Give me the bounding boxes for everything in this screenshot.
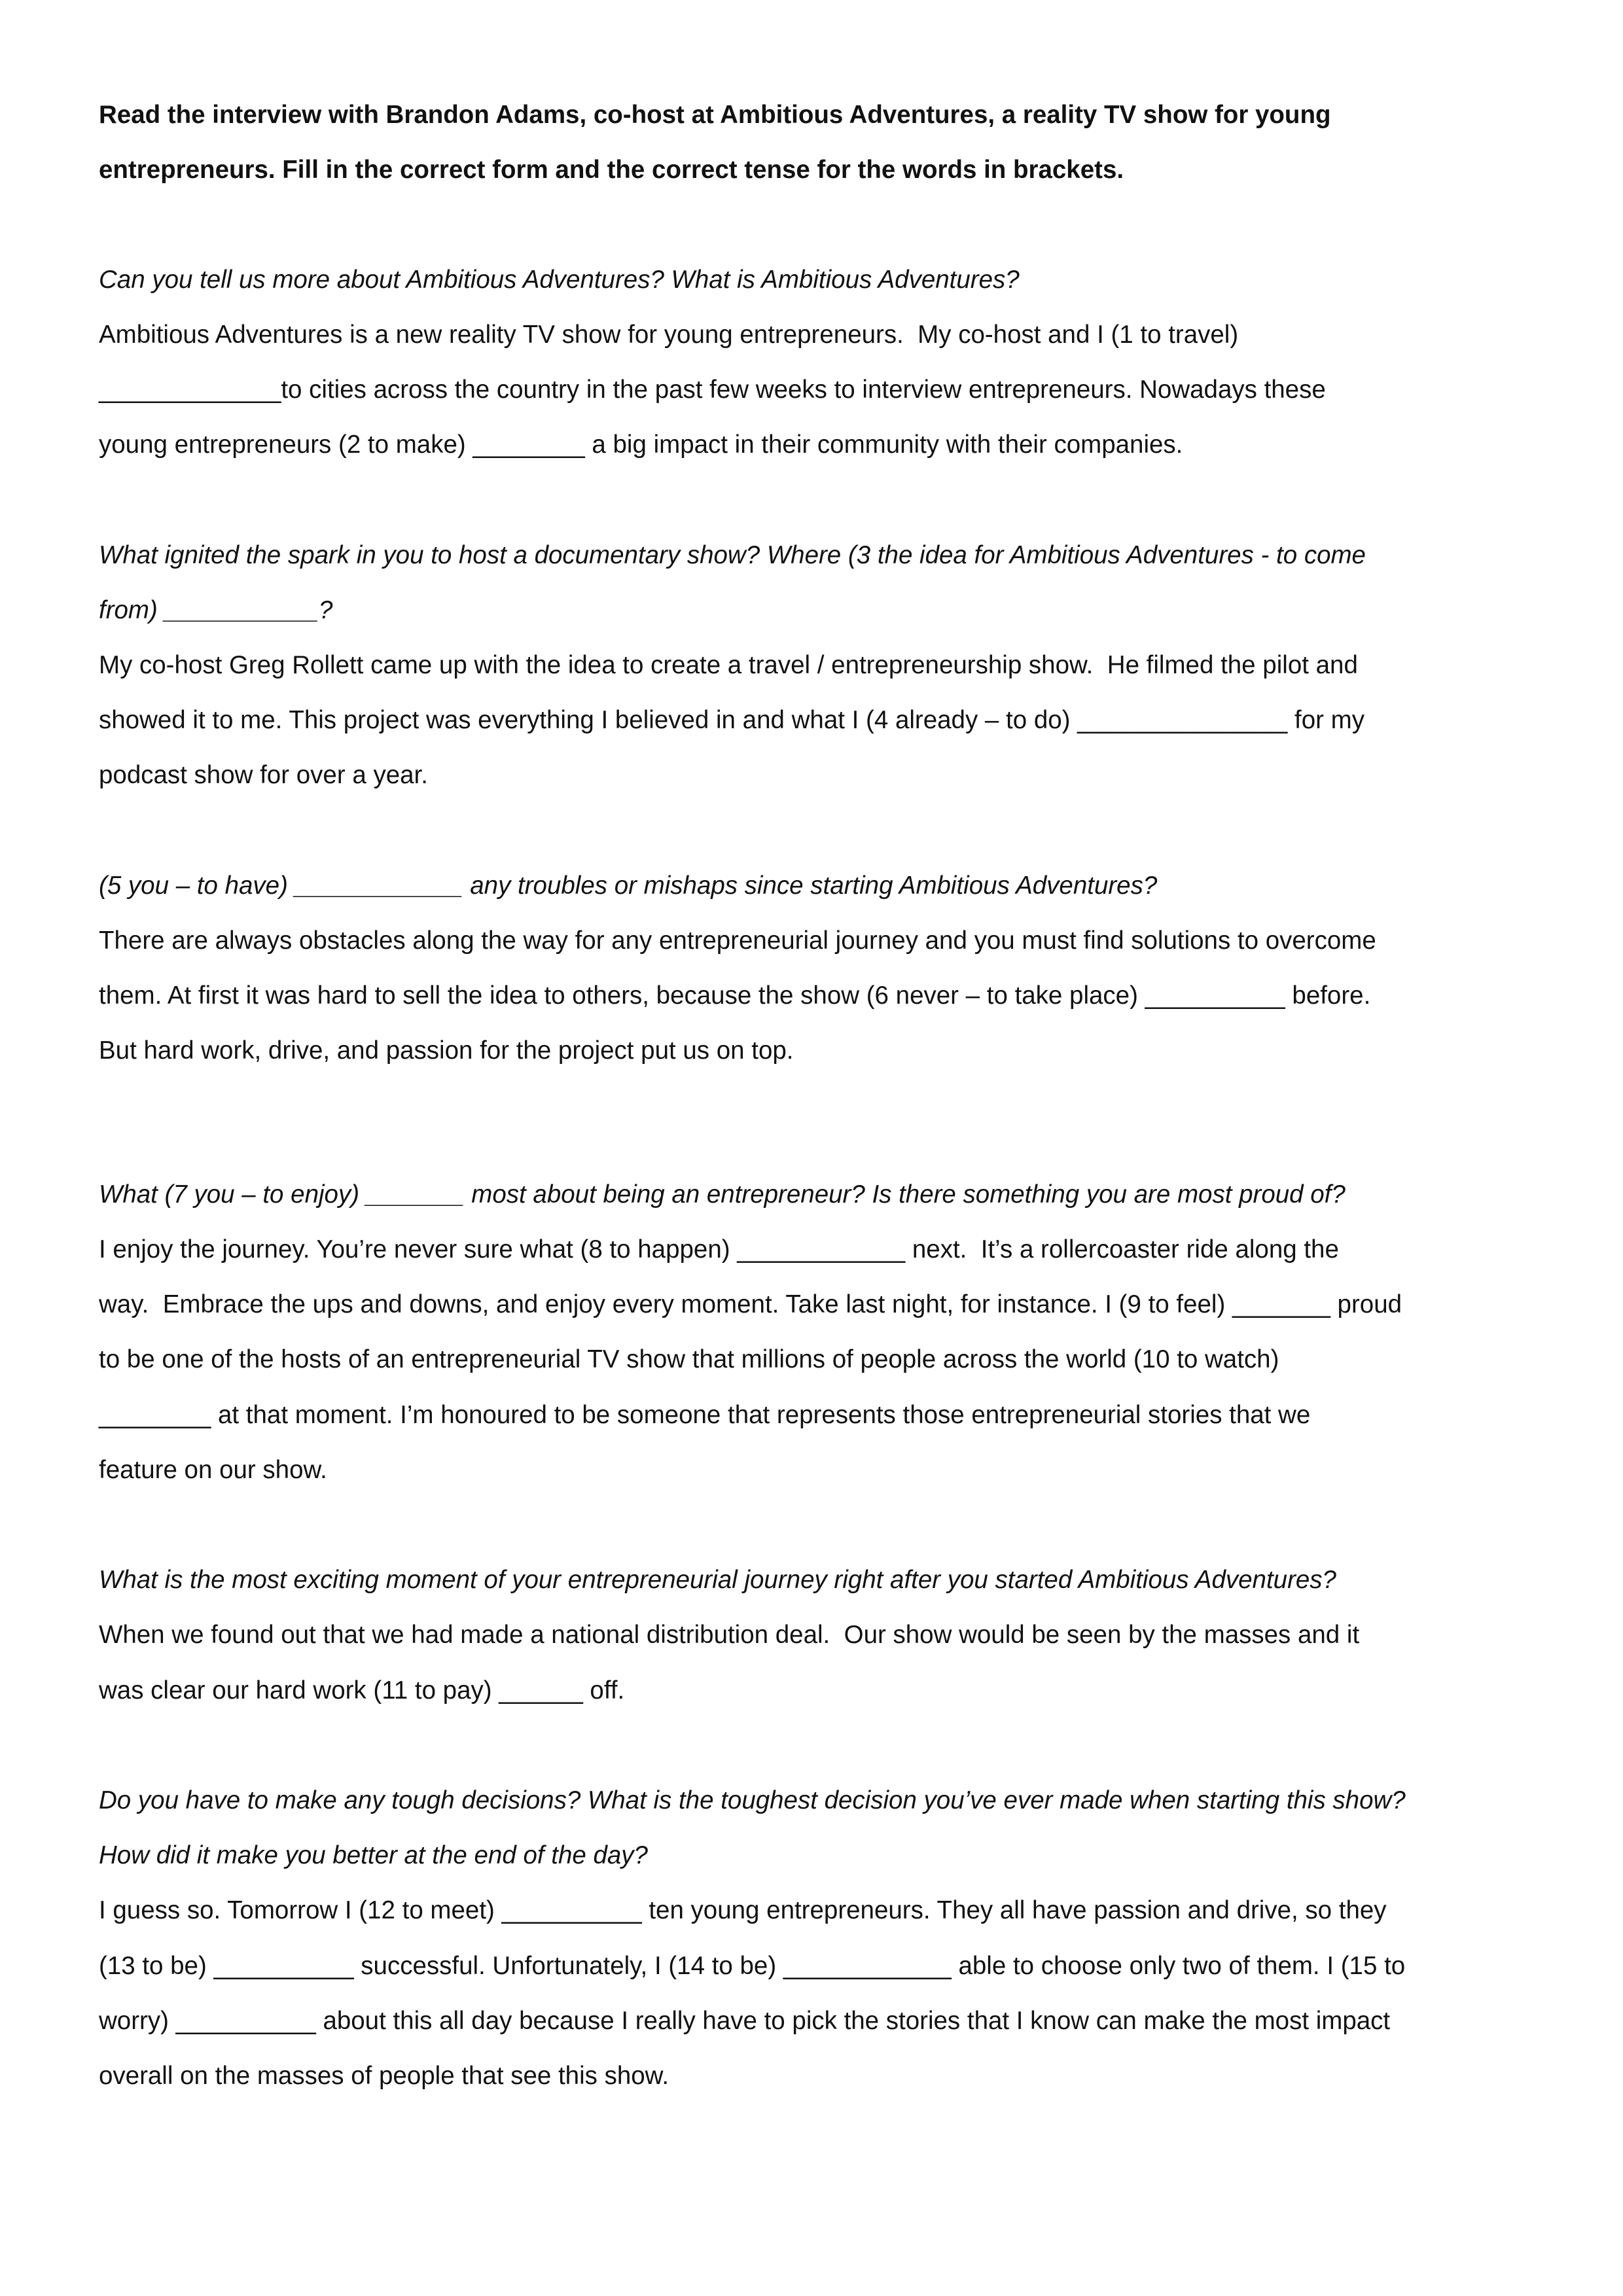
answer-1-line-1: Ambitious Adventures is a new reality TV show for young entrepreneurs. My co-host and I (1 to travel) xyxy=(99,321,1239,349)
answer-3-line-2: them. At first it was hard to sell the idea to others, because the show (6 never – to take place) __________ before. xyxy=(99,981,1371,1010)
question-1: Can you tell us more about Ambitious Adventures? What is Ambitious Adventures? xyxy=(99,266,1020,294)
instructions-line-2: entrepreneurs. Fill in the correct form and the correct tense for the words in brackets. xyxy=(99,156,1124,184)
answer-4-line-2: way. Embrace the ups and downs, and enjoy every moment. Take last night, for instance. I (9 to feel) _______ proud xyxy=(99,1290,1402,1318)
answer-4-line-1: I enjoy the journey. You’re never sure what (8 to happen) ____________ next. It’s a rollercoaster ride along the xyxy=(99,1235,1339,1263)
answer-2-line-3: podcast show for over a year. xyxy=(99,761,428,789)
answer-6-line-3: worry) __________ about this all day because I really have to pick the stories that I know can make the most impact xyxy=(99,2007,1391,2035)
answer-4-line-4: ________ at that moment. I’m honoured to be someone that represents those entrepreneurial stories that we xyxy=(99,1401,1311,1429)
answer-4-line-3: to be one of the hosts of an entrepreneurial TV show that millions of people across the world (10 to watch) xyxy=(99,1345,1279,1373)
question-4: What (7 you – to enjoy) _______ most about being an entrepreneur? Is there something you are most proud of? xyxy=(99,1180,1346,1209)
answer-5-line-1: When we found out that we had made a national distribution deal. Our show would be seen by the masses and it xyxy=(99,1621,1360,1649)
question-5: What is the most exciting moment of your entrepreneurial journey right after you started Ambitious Adventures? xyxy=(99,1566,1336,1594)
question-6-line-2: How did it make you better at the end of the day? xyxy=(99,1841,648,1869)
question-2-line-1: What ignited the spark in you to host a documentary show? Where (3 the idea for Ambitious Adventures - to come xyxy=(99,541,1366,569)
question-3: (5 you – to have) ____________ any troubles or mishaps since starting Ambitious Adventures? xyxy=(99,872,1158,900)
answer-6-line-2: (13 to be) __________ successful. Unfortunately, I (14 to be) ____________ able to choose only two of them. I (15 to xyxy=(99,1952,1406,1980)
answer-2-line-2: showed it to me. This project was everything I believed in and what I (4 already – to do) _______________ for my xyxy=(99,706,1364,734)
instructions-line-1: Read the interview with Brandon Adams, co-host at Ambitious Adventures, a reality TV show for young xyxy=(99,101,1331,129)
answer-1-line-2: _____________to cities across the country in the past few weeks to interview entrepreneurs. Nowadays these xyxy=(99,376,1326,404)
answer-6-line-1: I guess so. Tomorrow I (12 to meet) __________ ten young entrepreneurs. They all have passion and drive, so they xyxy=(99,1896,1387,1924)
answer-3-line-3: But hard work, drive, and passion for the project put us on top. xyxy=(99,1036,794,1065)
answer-6-line-4: overall on the masses of people that see this show. xyxy=(99,2062,669,2090)
question-6-line-1: Do you have to make any tough decisions? What is the toughest decision you’ve ever made when starting this show? xyxy=(99,1786,1406,1814)
answer-5-line-2: was clear our hard work (11 to pay) ______ off. xyxy=(99,1676,625,1704)
question-2-line-2: from) ___________? xyxy=(99,596,333,624)
answer-2-line-1: My co-host Greg Rollett came up with the idea to create a travel / entrepreneurship show. He filmed the pilot and xyxy=(99,651,1358,679)
answer-4-line-5: feature on our show. xyxy=(99,1456,327,1484)
answer-3-line-1: There are always obstacles along the way for any entrepreneurial journey and you must find solutions to overcome xyxy=(99,927,1376,955)
answer-1-line-3: young entrepreneurs (2 to make) ________ a big impact in their community with their companies. xyxy=(99,431,1183,459)
